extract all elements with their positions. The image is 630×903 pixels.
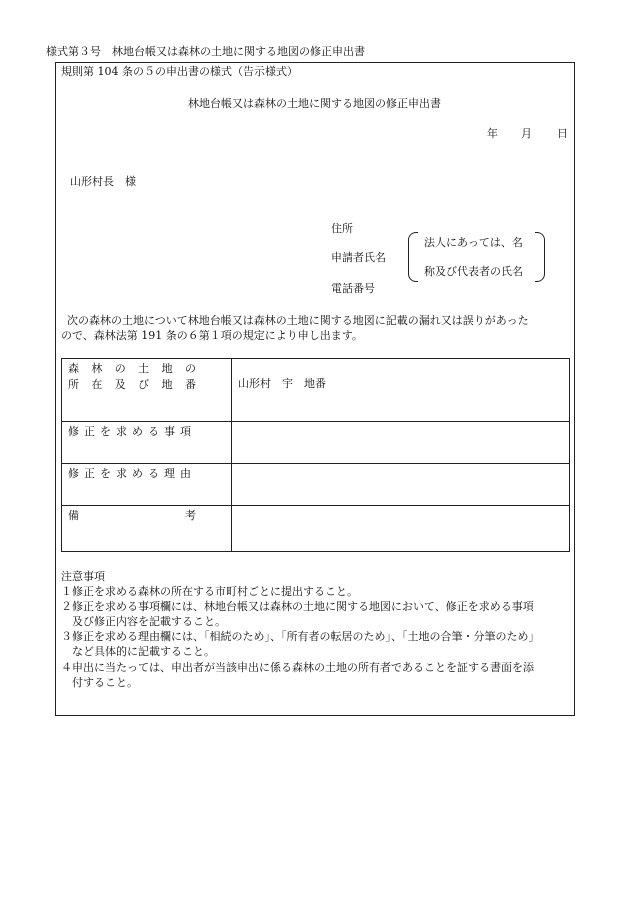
addressee: 山形村長 様: [70, 175, 136, 188]
correction-item-text: 修正を求める事項: [68, 425, 196, 438]
date-year-label: 年: [487, 127, 498, 140]
table-row: [62, 506, 570, 552]
note-line: 及び修正内容を記載すること。: [72, 615, 226, 628]
label-char: 考: [185, 509, 196, 522]
label-char: 森: [68, 362, 79, 375]
land-location-text: 山形村 宇 地番: [238, 377, 326, 390]
note-line: ３修正を求める理由欄には、「相続のため」、「所有者の転居のため」、「土地の合筆・分筆のため」: [61, 630, 540, 643]
table-row: [62, 464, 570, 506]
right-bracket: [535, 232, 545, 282]
label-char: の: [114, 362, 126, 375]
land-location-label: [62, 359, 232, 422]
corporate-note-line2: 称及び代表者の氏名: [424, 265, 523, 278]
form-number-title: 様式第３号 林地台帳又は森林の土地に関する地図の修正申出書: [46, 45, 365, 58]
label-char: び: [138, 378, 150, 391]
table-row: [62, 359, 570, 422]
phone-label: 電話番号: [331, 282, 375, 295]
label-char: 所: [68, 378, 79, 391]
address-label: 住所: [331, 222, 353, 235]
correction-item-label: [62, 422, 232, 464]
correction-reason-value: [232, 464, 570, 506]
note-line: ４申出に当たっては、申出者が当該申出に係る森林の土地の所有者であることを証する書面を添: [61, 661, 534, 674]
table-row: [62, 422, 570, 464]
land-location-value: [232, 359, 570, 422]
note-line: １修正を求める森林の所在する市町村ごとに提出すること。: [61, 585, 358, 598]
date-month-label: 月: [521, 127, 532, 140]
label-char: 地: [161, 362, 173, 375]
note-line: など具体的に記載すること。: [72, 645, 215, 658]
label-char: の: [184, 362, 196, 375]
land-info-table: [61, 358, 570, 552]
label-char: 番: [184, 378, 196, 391]
label-char: 備: [68, 509, 79, 522]
label-char: 及: [114, 378, 126, 391]
correction-item-value: [232, 422, 570, 464]
note-line: ２修正を求める事項欄には、林地台帳又は森林の土地に関する地図において、修正を求める事項: [61, 600, 534, 613]
body-text-line1: 次の森林の土地について林地台帳又は森林の土地に関する地図に記載の漏れ又は誤りがあった: [67, 314, 529, 327]
correction-reason-label: [62, 464, 232, 506]
left-bracket: [408, 232, 418, 282]
date-day-label: 日: [557, 127, 568, 140]
applicant-name-label: 申請者氏名: [331, 251, 386, 264]
notes-heading: 注意事項: [61, 570, 105, 583]
correction-reason-text: 修正を求める理由: [68, 467, 196, 480]
label-char: 林: [91, 362, 103, 375]
label-char: 土: [138, 362, 150, 375]
remarks-value: [232, 506, 570, 552]
rule-caption: 規則第 104 条の５の申出書の様式（告示様式）: [61, 65, 298, 78]
label-char: 在: [91, 378, 103, 391]
label-char: 地: [161, 378, 173, 391]
body-text-line2: ので、森林法第 191 条の６第１項の規定により申し出ます。: [61, 329, 363, 342]
remarks-label: [62, 506, 232, 552]
corporate-note-line1: 法人にあっては、名: [424, 236, 523, 249]
form-title: 林地台帳又は森林の土地に関する地図の修正申出書: [188, 97, 441, 110]
note-line: 付すること。: [72, 676, 138, 689]
